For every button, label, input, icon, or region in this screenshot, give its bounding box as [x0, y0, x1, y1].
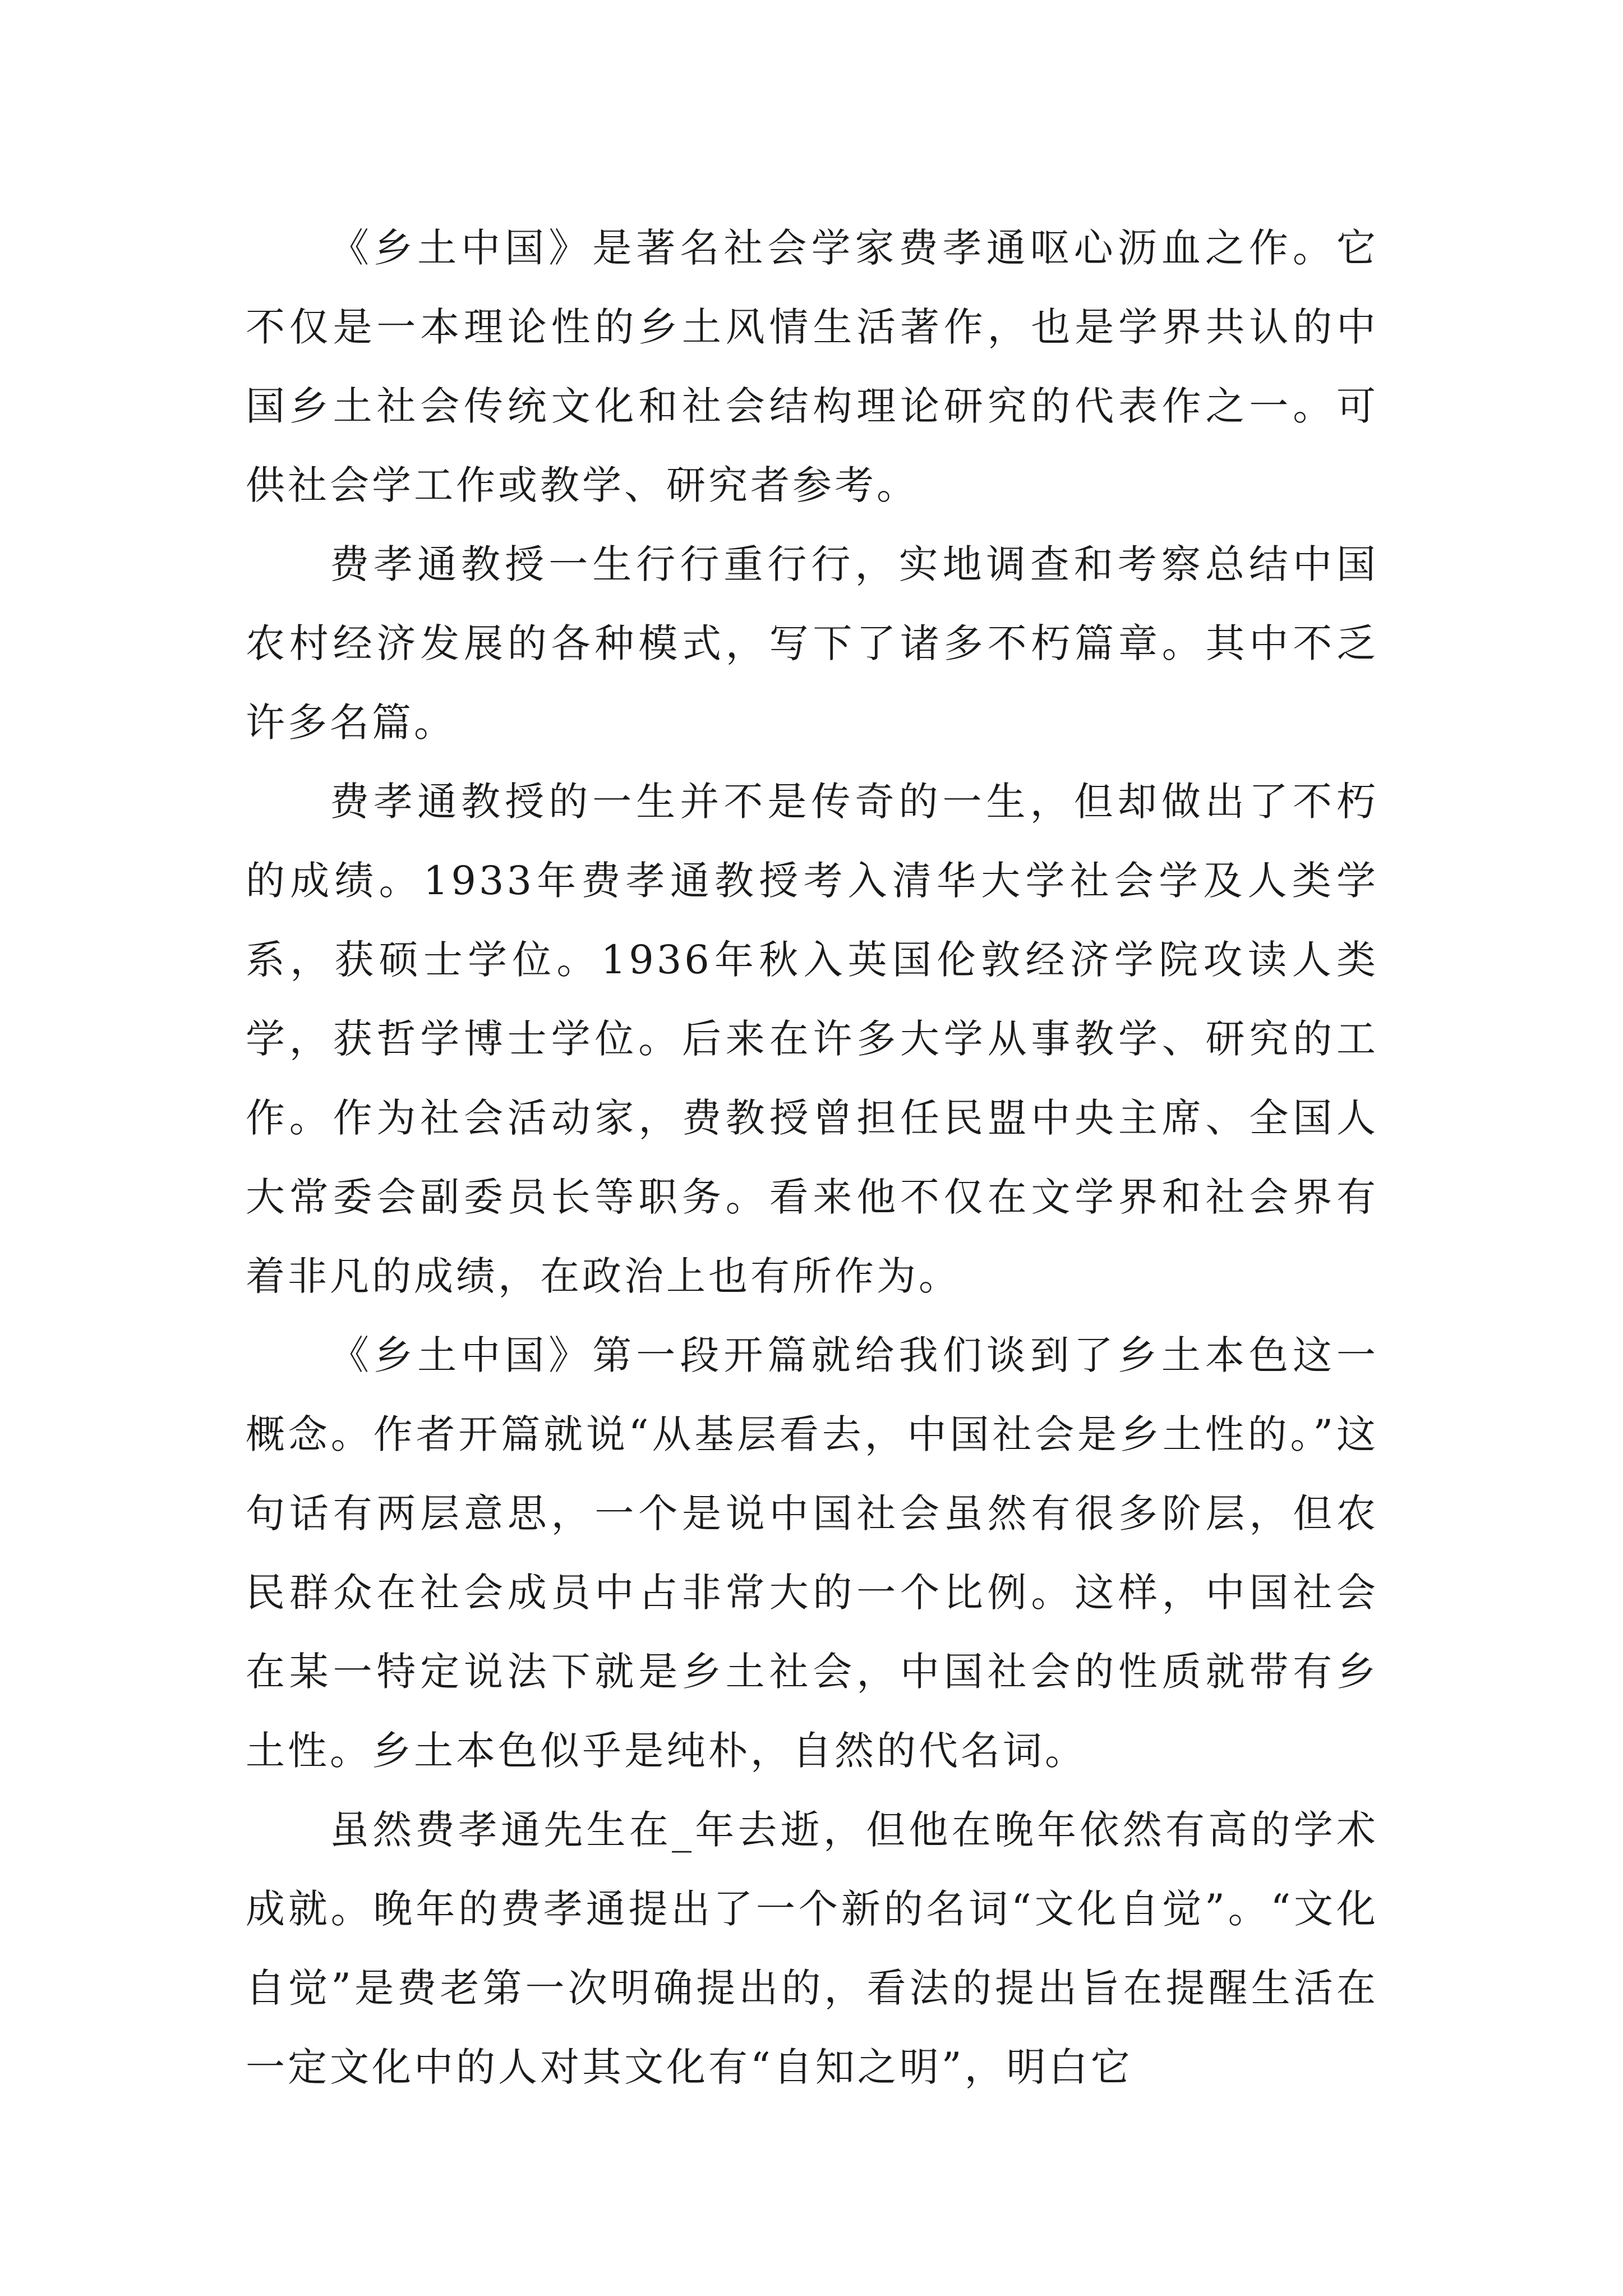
paragraph-4: 《乡土中国》第一段开篇就给我们谈到了乡土本色这一概念。作者开篇就说“从基层看去，中国社会是乡土性的。”这句话有两层意思，一个是说中国社会虽然有很多阶层，但农民群众在社会成员中占非常大的一个比例。这样，中国社会在某一特定说法下就是乡土社会，中国社会的性质就带有乡土性。乡土本色似乎是纯朴，自然的代名词。 — [246, 1332, 1378, 1774]
paragraph-2: 费孝通教授一生行行重行行，实地调查和考察总结中国农村经济发展的各种模式，写下了诸多不朽篇章。其中不乏许多名篇。 — [246, 541, 1378, 746]
paragraph-1: 《乡土中国》是著名社会学家费孝通呕心沥血之作。它不仅是一本理论性的乡土风情生活著作，也是学界共认的中国乡土社会传统文化和社会结构理论研究的代表作之一。可供社会学工作或教学、研究者参考。 — [246, 225, 1378, 508]
paragraph-3: 费孝通教授的一生并不是传奇的一生，但却做出了不朽的成绩。1933年费孝通教授考入清华大学社会学及人类学系，获硕士学位。1936年秋入英国伦敦经济学院攻读人类学，获哲学博士学位。后来在许多大学从事教学、研究的工作。作为社会活动家，费教授曾担任民盟中央主席、全国人大常委会副委员长等职务。看来他不仅在文学界和社会界有着非凡的成绩，在政治上也有所作为。 — [246, 779, 1378, 1299]
paragraph-5: 虽然费孝通先生在_年去逝，但他在晚年依然有高的学术成就。晚年的费孝通提出了一个新的名词“文化自觉”。“文化自觉”是费老第一次明确提出的，看法的提出旨在提醒生活在一定文化中的人对其文化有“自知之明”，明白它 — [246, 1807, 1378, 2090]
body-text — [246, 209, 1378, 2107]
